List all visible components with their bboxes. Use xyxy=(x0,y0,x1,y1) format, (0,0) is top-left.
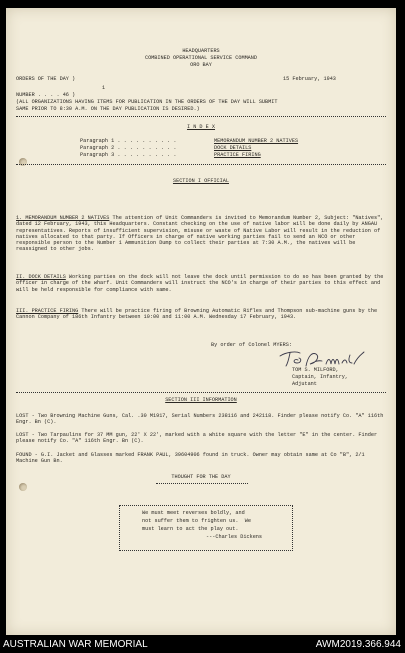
quote-attribution: ---Charles Dickens xyxy=(206,534,263,540)
orders-date: 15 February, 1943 xyxy=(283,76,336,82)
signatory-rank: Captain, Infantry, xyxy=(292,374,349,380)
lost-item-1: LOST - Two Browning Machine Guns, Cal. .30 M1917, Serial Numbers 238116 and 242118. Finder please notify Co. "A" 116th Engr. Bn (C). xyxy=(16,413,384,426)
footer-accession-number: AWM2019.366.944 xyxy=(315,639,401,650)
section-3-title: SECTION III INFORMATION xyxy=(165,397,237,403)
divider xyxy=(156,483,248,484)
quote-line-2: not suffer them to frighten us. We xyxy=(142,518,251,524)
paragraph-3-text: There will be practice firing of Browning Automatic Rifles and Thompson sub-machine guns by the Cannon Company of 186th Infantry between 10:00 and 11:00 A.M. Wednesday 17 February, 1943. xyxy=(16,308,378,321)
footer-bar xyxy=(0,637,405,653)
signatory-role: Adjutant xyxy=(292,381,317,387)
paragraph-2-heading: II. DOCK DETAILS xyxy=(16,274,66,280)
punch-hole xyxy=(19,483,27,491)
header-line-2: COMBINED OPERATIONAL SERVICE COMMAND xyxy=(144,55,258,61)
found-item: FOUND - G.I. Jacket and Glasses marked FRANK PAUL, 39604906 found in truck. Owner may obtain same at Co "B", 2/1 Machine Gun Bn. xyxy=(16,452,365,465)
paragraph-1 xyxy=(16,215,384,253)
paragraph-3-heading: III. PRACTICE FIRING xyxy=(16,308,79,314)
orders-number: NUMBER . . . . 46 ) xyxy=(16,92,76,98)
footer-archive-name: AUSTRALIAN WAR MEMORIAL xyxy=(3,639,148,650)
document-page xyxy=(6,8,396,635)
header-line-1: HEADQUARTERS xyxy=(182,48,220,54)
thought-title: THOUGHT FOR THE DAY xyxy=(171,474,231,480)
index-row-2-item: DOCK DETAILS xyxy=(214,145,252,151)
quote-line-3: must learn to act the play out. xyxy=(142,526,239,532)
orders-label: ORDERS OF THE DAY ) xyxy=(16,76,76,82)
index-row-3-para: Paragraph 3 . . . . . . . . . . xyxy=(80,152,177,158)
paragraph-2-text: Working parties on the dock will not leave the dock until permission to do so has been granted by the officer in charge of the wharf. Unit Commanders will instruct the NCO's in charge of their parties to this effect and will be held responsible for compliance with same. xyxy=(16,274,384,293)
orders-notice-1: (ALL ORGANIZATIONS HAVING ITEMS FOR PUBLICATION IN THE ORDERS OF THE DAY WILL SUBMIT xyxy=(16,99,278,105)
lost-item-2: LOST - Two Tarpaulins for 37 MM gun, 22' X 22', marked with a white square with the letter "E" in the center. Finder please notify Co. "A" 116th Engr. Bn (C). xyxy=(16,432,378,445)
divider xyxy=(16,164,386,165)
index-row-2-para: Paragraph 2 . . . . . . . . . . xyxy=(80,145,177,151)
section-1-title: SECTION I OFFICIAL xyxy=(172,178,230,184)
paragraph-1-text: The attention of Unit Commanders is invited to Memorandum Number 2, Subject: "Natives", dated 12 February, 1943, this Headquarters. Constant checking on the use of native labor will be done daily by ANGAU representatives. Reports of insufficient supervision, misuse or waste of Native Labor will result in the reduction of natives allocated to that party. If Officers in charge of native working parties fail to send an NCO or other responsible person to the Number 1 Ammunition Dump to collect their parties at 7:30 A.M., the natives will be reassigned to other jobs. xyxy=(16,215,384,253)
header-line-3: ORO BAY xyxy=(190,62,212,68)
divider xyxy=(16,116,386,117)
index-row-3-item: PRACTICE FIRING xyxy=(214,152,261,158)
quote-line-1: We must meet reverses boldly, and xyxy=(142,510,245,516)
quote-box xyxy=(119,505,293,551)
paragraph-1-heading: 1. MEMORANDUM NUMBER 2 NATIVES xyxy=(16,215,110,221)
by-order-line: By order of Colonel MYERS: xyxy=(211,342,292,348)
index-row-1-para: Paragraph 1 . . . . . . . . . . xyxy=(80,138,177,144)
divider xyxy=(16,392,386,393)
paragraph-2 xyxy=(16,274,384,293)
orders-notice-2: SAME PRIOR TO 8:30 A.M. ON THE DAY PUBLICATION IS DESIRED.) xyxy=(16,106,200,112)
orders-mark: 1 xyxy=(102,85,106,91)
index-row-1-item: MEMORANDUM NUMBER 2 NATIVES xyxy=(214,138,299,144)
signatory-name: TOM S. MILFORD, xyxy=(292,367,339,373)
paragraph-3 xyxy=(16,308,384,321)
index-title: I N D E X xyxy=(186,124,216,130)
